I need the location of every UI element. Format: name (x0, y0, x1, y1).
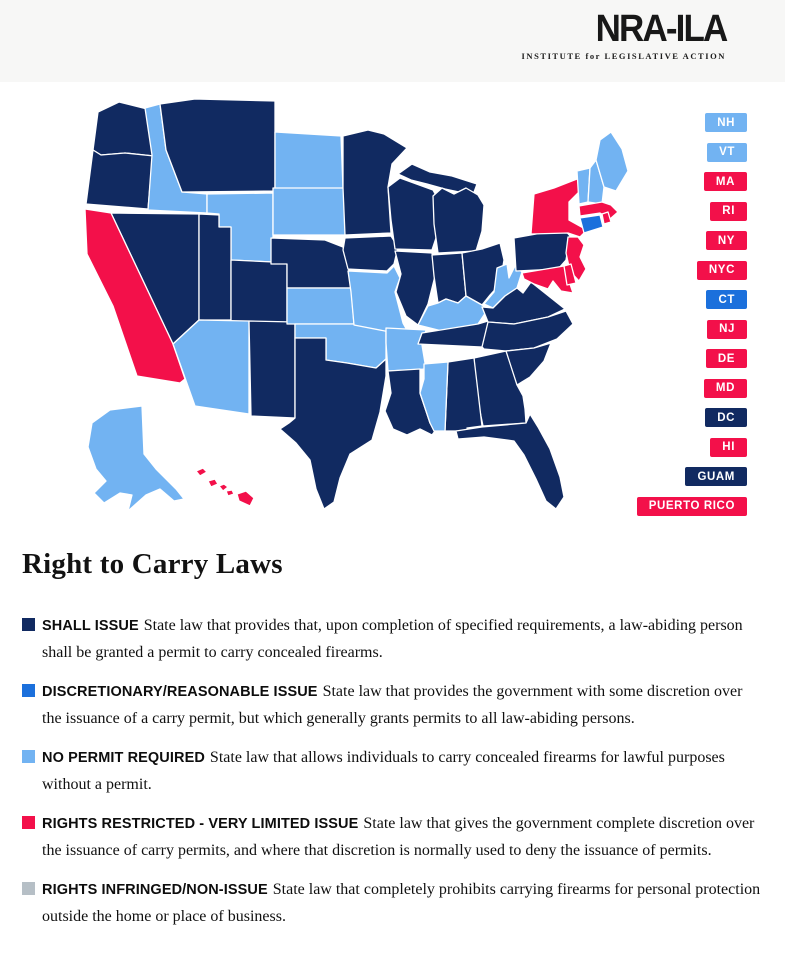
badge-HI[interactable]: HI (710, 438, 747, 457)
state-AK[interactable] (88, 406, 184, 511)
us-map (85, 92, 665, 532)
state-PA[interactable] (514, 229, 570, 271)
legend-section (0, 548, 785, 961)
state-AR[interactable] (386, 328, 426, 371)
state-SD[interactable] (273, 188, 348, 235)
badge-GUAM[interactable]: GUAM (685, 467, 747, 486)
legend-item-rights-infringed (22, 877, 763, 929)
state-OR[interactable] (86, 150, 154, 209)
badge-RI[interactable]: RI (710, 202, 747, 221)
shall-issue-swatch (22, 618, 35, 631)
state-HI[interactable] (196, 468, 254, 506)
legend-description: State law that provides the government with some discretion over the issuance of a carry permit, but which generally grants permits to all law-abiding persons. (42, 683, 743, 727)
badge-MD[interactable]: MD (704, 379, 747, 398)
state-FL[interactable] (456, 414, 564, 509)
legend-label: RIGHTS INFRINGED/NON-ISSUE (42, 882, 268, 898)
legend-item-shall-issue (22, 613, 763, 665)
state-UT[interactable] (199, 214, 231, 320)
legend-item-discretionary (22, 679, 763, 731)
state-CO[interactable] (231, 260, 287, 323)
badge-NY[interactable]: NY (706, 231, 747, 250)
legend-description: State law that gives the government complete discretion over the issuance of carry permits, and where that discretion is normally used to deny the issuance of permits. (42, 815, 755, 859)
legend-description: State law that allows individuals to carry concealed firearms for lawful purposes without a permit. (42, 749, 725, 793)
badge-VT[interactable]: VT (707, 143, 747, 162)
rights-infringed-swatch (22, 882, 35, 895)
map-section (0, 82, 785, 534)
state-IA[interactable] (343, 236, 398, 271)
state-MI-lower[interactable] (433, 188, 484, 253)
state-KS[interactable] (287, 288, 354, 324)
legend-label: NO PERMIT REQUIRED (42, 750, 205, 766)
legend-label: RIGHTS RESTRICTED - VERY LIMITED ISSUE (42, 816, 359, 832)
badge-MA[interactable]: MA (704, 172, 747, 191)
badge-PUERTO-RICO[interactable]: PUERTO RICO (637, 497, 747, 516)
badge-NJ[interactable]: NJ (707, 320, 747, 339)
rights-restricted-swatch (22, 816, 35, 829)
badge-DC[interactable]: DC (705, 408, 747, 427)
site-header (0, 0, 785, 82)
legend-description: State law that completely prohibits carrying firearms for personal protection outside the home or place of business. (42, 881, 761, 925)
badge-DE[interactable]: DE (706, 349, 747, 368)
legend-item-rights-restricted (22, 811, 763, 863)
state-MT[interactable] (160, 99, 275, 192)
legend-description: State law that provides that, upon completion of specified requirements, a law-abiding person shall be granted a permit to carry concealed firearms. (42, 617, 743, 661)
state-AZ[interactable] (173, 320, 249, 414)
state-ND[interactable] (275, 132, 343, 191)
legend-label: SHALL ISSUE (42, 618, 139, 634)
no-permit-swatch (22, 750, 35, 763)
badge-CT[interactable]: CT (706, 290, 747, 309)
discretionary-swatch (22, 684, 35, 697)
state-WI[interactable] (388, 178, 440, 250)
territory-badge-column (637, 113, 747, 516)
badge-NH[interactable]: NH (705, 113, 747, 132)
legend-item-no-permit (22, 745, 763, 797)
legend-label: DISCRETIONARY/REASONABLE ISSUE (42, 684, 318, 700)
logo-wordmark: NRA-ILA (595, 8, 726, 50)
page-title: Right to Carry Laws (22, 548, 283, 580)
state-IN[interactable] (432, 253, 466, 303)
logo-subtitle: INSTITUTE for LEGISLATIVE ACTION (521, 51, 726, 61)
state-NM[interactable] (249, 321, 295, 418)
badge-NYC[interactable]: NYC (697, 261, 747, 280)
state-CT[interactable] (580, 215, 603, 233)
nra-ila-logo[interactable] (522, 10, 726, 61)
